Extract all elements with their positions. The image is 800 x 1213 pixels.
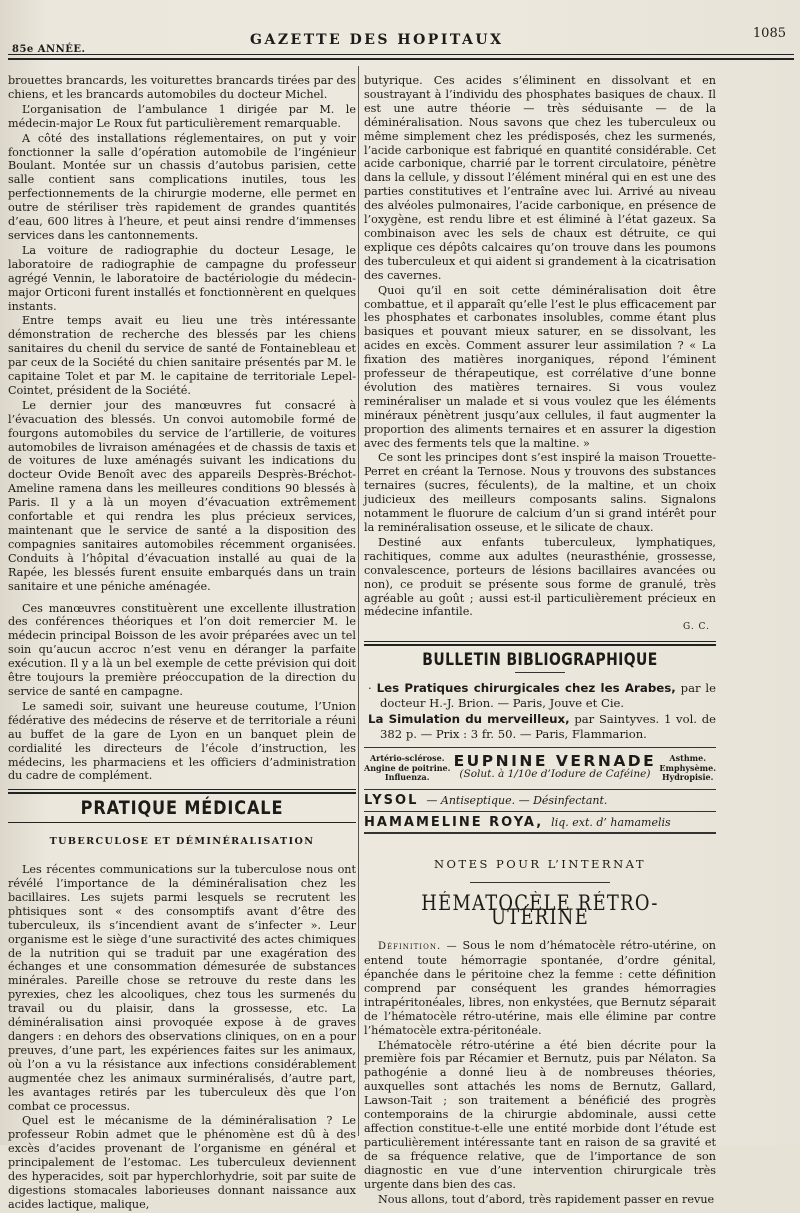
ad-text: — Antiseptique. — Désinfectant. (426, 793, 608, 807)
notes-section-title: NOTES POUR L’INTERNAT (433, 857, 647, 872)
ad-indications-left (364, 754, 450, 783)
ad-brand: LYSOL (364, 792, 419, 808)
masthead-title: GAZETTE DES HOPITAUX (250, 32, 504, 48)
bibliography-entry: · Les Pratiques chirurgicales chez les Arabes, par le docteur H.-J. Brion. — Paris, Jouve et Cie. (368, 681, 716, 710)
header-rule-thick (8, 58, 794, 60)
column-divider (358, 66, 359, 1136)
paragraph: Ce sont les principes dont s’est inspiré la maison Trouette-Perret en créant la Ternose. Nous y trouvons des substances ternaires (sucres, féculents), de la maltine, et un choix judicieux des meilleurs composants salins. Signalons notamment le fluorure de calcium d’un si grand intérêt pour la reminéralisation osseuse, et le silicate de chaux. (364, 451, 716, 534)
paragraph (364, 939, 716, 1037)
paragraph: butyrique. Ces acides s’éliminent en dissolvant et en soustrayant à l’individu des phosphates basiques de chaux. Il est une autre théorie — très séduisante — de la déminéralisation. Nous savons que chez les tuberculeux ou même simplement chez les prédisposés, chez les surmenés, l’acide carbonique est fabriqué en quantité considérable. Cet acide carbonique, charrié par le torrent circulatoire, pénètre dans la cellule, y dissout l’élément minéral qui en est une des parties constitutives et l’entraîne avec lui. Arrivé au niveau des alvéoles pulmonaires, l’acide carbonique, en présence de l’oxygène, est rendu libre et est éliminé à l’état gazeux. Sa combinaison avec les sels de chaux est détruite, ce qui explique ces dépôts calcaires qu’on trouve dans les poumons des tuberculeux et qui aident si grandement à la cicatrisation des cavernes. (364, 74, 716, 282)
ad-brand: HAMAMELINE ROYA, (364, 814, 544, 830)
ad-indication: Emphysème. (659, 762, 716, 773)
paragraph: Les récentes communications sur la tuberculose nous ont révélé l’importance de la déminéralisation chez les bacillaires. Les sujets parmi lesquels se recrutent les phtisiques sont « des consomptifs avant d’être des tuberculeux, ils s’incendient avant de s’infecter ». Leur organisme est le siège d’une suractivité des actes chimiques de la nutrition qui se traduit par une exagération des échanges et une consommation démesurée de substances minérales. Pareille chose se retrouve du reste dans les pyrexies, chez les alcooliques, chez tous les surmenés du travail ou du plaisir, dans la grossesse, etc. La déminéralisation ainsi provoquée expose à de graves dangers : en dehors des observations cliniques, on en a pour preuves, d’une part, les expériences faites sur les animaux, où l’on a vu la résistance aux infections considérablement augmentée chez les animaux surminéralisés, d’autre part, les avantages retirés par les tuberculeux dès que l’on combat ce processus. (8, 863, 356, 1113)
ad-indication: Artério-sclérose. (369, 753, 445, 764)
short-rule (515, 672, 565, 673)
book-title: Les Pratiques chirurgicales chez les Arabes, (376, 681, 676, 696)
ad-indication: Angine de poitrine. (364, 762, 451, 773)
book-details: par le docteur H.-J. Brion. — Paris, Jouve et Cie. (380, 681, 716, 710)
section-rule (364, 641, 716, 642)
advertisement-lysol (364, 790, 716, 812)
paragraph: Le dernier jour des manœuvres fut consacré à l’évacuation des blessés. Un convoi automobile formé de fourgons automobiles du service de l’artillerie, de voitures automobiles de livraison aménagées et de chassis de taxis et de voitures de luxe aménagés suivant les indications du docteur Ovide Benoît avec des appareils Desprès-Bréchot-Ameline ramena dans les meilleures conditions 90 blessés à Paris. Il y a là un moyen d’évacuation extrêmement confortable et qui rendra les plus précieux services, maintenant que le service de santé a la disposition des compagnies sanitaires automobiles récemment organisées. Conduits à l’hôpital d’évacuation installé au quai de la Rapée, les blessés furent ensuite embarqués dans un train sanitaire et une péniche aménagée. (8, 398, 356, 593)
article-title: TUBERCULOSE ET DÉMINÉRALISATION (49, 836, 315, 848)
paragraph: brouettes brancards, les voiturettes brancards tirées par des chiens, et les brancards automobiles du docteur Michel. (8, 74, 356, 101)
book-details: par Saintyves. 1 vol. de 382 p. — Prix : 3 fr. 50. — Paris, Flammarion. (380, 712, 716, 741)
bibliography-title: BULLETIN BIBLIOGRAPHIQUE (422, 650, 658, 671)
book-title: La Simulation du merveilleux, (368, 712, 570, 727)
page-number: 1085 (752, 26, 786, 41)
header-rule (8, 54, 794, 55)
paragraph: Ces manœuvres constituèrent une excellente illustration des conférences théoriques et l’on doit remercier M. le médecin principal Boisson de les avoir préparées avec un tel soin qu’aucun accroc n’est venu en déranger la parfaite exécution. Il y a là un bel exemple de cette prévision qui doit être toujours la première préoccupation de la direction du service de santé en campagne. (8, 601, 356, 698)
ad-indication: Influenza. (384, 772, 430, 783)
paragraph: Entre temps avait eu lieu une très intéressante démonstration de recherche des blessés par les chiens sanitaires du chenil du service de santé de Fontainebleau et par ceux de la Société du chien sanitaire présentés par M. le capitaine Tolet et par M. le capitaine de territoriale Lepel-Cointet, président de la Société. (8, 314, 356, 397)
paragraph: Quel est le mécanisme de la déminéralisation ? Le professeur Robin admet que le phénomène est dû à des excès d’acides provenant de l’organisme en général et principalement de l’estomac. Les tuberculeux deviennent des hyperacides, soit par hyperchlorhydrie, soit par suite de digestions stomacales laborieuses donnant naissance aux acides lactique, malique, (8, 1114, 356, 1211)
section-title: PRATIQUE MÉDICALE (80, 797, 284, 820)
paragraph: Le samedi soir, suivant une heureuse coutume, l’Union fédérative des médecins de réserve et de territoriale a réuni au buffet de la gare de Lyon en un banquet plein de cordialité les directeurs de l’école d’instruction, les médecins, les pharmaciens et les officiers d’administration du cadre de complément. (8, 699, 356, 783)
advertisement-eupnine (364, 747, 716, 790)
ad-indications-right (659, 754, 716, 783)
section-rule-thick (364, 644, 716, 646)
ad-indication: Hydropisie. (662, 772, 714, 783)
bibliography-entry (364, 712, 716, 741)
section-rule (8, 822, 356, 823)
advertisement-hamameline (364, 812, 716, 835)
paragraph: L’hématocèle rétro-utérine a été bien décrite pour la première fois par Récamier et Bernutz, puis par Nélaton. Sa pathogénie a donné lieu à de nombreuses théories, auxquelles sont attachés les noms de Bernutz, Gallard, Lawson-Tait ; son traitement a bénéficié des progrès contemporains de la chirurgie abdominale, aussi cette affection constitue-t-elle une entité morbide dont l’étude est particulièrement intéressante tant en raison de sa gravité et de sa fréquence relative, que de l’importance de son diagnostic en vue d’une intervention chirurgicale très urgente dans bien des cas. (364, 1038, 716, 1191)
notes-headline: HÉMATOCÈLE RÉTRO-UTÉRINE (421, 891, 659, 930)
section-rule (8, 789, 356, 790)
short-rule (470, 882, 610, 883)
article-signature: G. C. (682, 622, 710, 633)
section-rule-thick (8, 792, 356, 794)
paragraph: Quoi qu’il en soit cette déminéralisation doit être combattue, et il apparaît qu’elle l’est le plus efficacement par les phosphates et carbonates insolubles, comme étant plus basiques et pouvant mieux saturer, en se dissolvant, les acides en excès. Comment assurer leur assimilation ? « La fixation des matières inorganiques, répond l’éminent professeur de thérapeutique, est corrélative d’une bonne évolution des matières ternaires. Si vous voulez reminéraliser un malade et si vous voulez que les éléments minéraux pénètrent jusqu’aux cellules, il faut augmenter la proportion des aliments ternaires et en assurer la digestion avec des ferments tels que la maltine. » (364, 283, 716, 450)
ad-subtitle: (Solut. à 1/10e d’Iodure de Caféine) (459, 768, 651, 781)
edition-label: 85e ANNÉE. (12, 44, 86, 55)
ad-text: liq. ext. d’ hamamelis (551, 815, 671, 829)
paragraph: L’organisation de l’ambulance 1 dirigée par M. le médecin-major Le Roux fut particulièrement remarquable. (8, 102, 356, 130)
ad-brand: EUPNINE VERNADE (453, 751, 657, 770)
ad-center (453, 751, 657, 783)
left-column (8, 74, 356, 1213)
paragraph: A côté des installations réglementaires, on put y voir fonctionner la salle d’opération automobile de l’ingénieur Boulant. Montée sur un chassis d’autobus parisien, cette salle contient sans complications inutiles, tous les perfectionnements de la chirurgie moderne, elle permet en outre de stériliser très rapidement de grandes quantités d’eau, 600 litres à l’heure, et peut ainsi rendre d’immenses services dans les cantonnements. (8, 131, 356, 242)
paragraph: Nous allons, tout d’abord, très rapidement passer en revue (378, 1192, 715, 1206)
paragraph: La voiture de radiographie du docteur Lesage, le laboratoire de radiographie de campagne du professeur agrégé Vennin, le laboratoire de bactériologie du médecin-major Orticoni furent installés et fonctionnèrent en quelques instants. (8, 243, 356, 313)
definition-label: Définition. — (378, 941, 458, 953)
definition-text: Sous le nom d’hématocèle rétro-utérine, on entend toute hémorragie spontanée, d’ordre génital, épanchée dans le péritoine chez la femme : cette définition comprend par conséquent les grandes hémorragies intrapéritonéales, libres, non enkystées, que Bernutz séparait de l’hématocèle rétro-utérine, mais elle élimine par contre l’hématocèle extra-péritonéale. (364, 939, 717, 1037)
page-header (8, 22, 794, 56)
ad-indication: Asthme. (669, 753, 706, 764)
paragraph: Destiné aux enfants tuberculeux, lymphatiques, rachitiques, comme aux adultes (neurasthénie, grossesse, convalescence, porteurs de lésions bacillaires avancées ou non), ce produit se présente sous forme de granulé, très agréable au goût ; aussi est-il particulièrement précieux en médecine infantile. (364, 535, 716, 619)
right-column (364, 74, 716, 1207)
